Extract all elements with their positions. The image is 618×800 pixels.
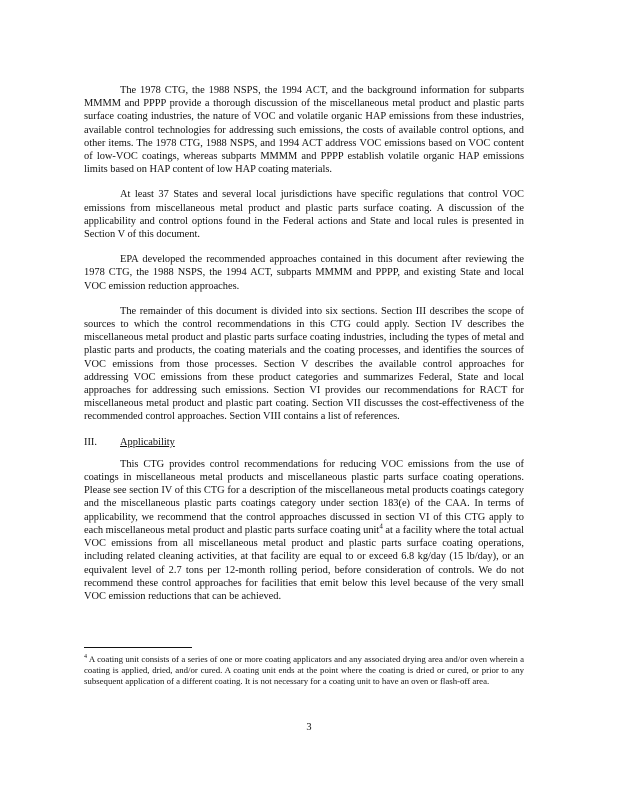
applicability-text-part2: at a facility where the total actual VOC emissions from all miscellaneous metal product and plastic parts surface coating operations, including related cleaning activities, at that facility are equal to or exceed 6.8 kg/day (15 lb/day), or an equivalent level of 2.7 tons per 12-month rolling period, before consideration of controls. We do not recommend these control approaches for facilities that emit below this level because of the very small VOC emission reductions that can be achieved.	[84, 524, 524, 602]
section-title: Applicability	[120, 436, 175, 448]
paragraph-epa-approach: EPA developed the recommended approaches contained in this document after reviewing the 1978 CTG, the 1988 NSPS, the 1994 ACT, subparts MMMM and PPPP, and existing State and local VOC emission reduction approaches.	[84, 254, 524, 292]
paragraph-state-regulations: At least 37 States and several local jurisdictions have specific regulations that control VOC emissions from miscellaneous metal product and plastic parts surface coating. A discussion of the applicability and control options found in the Federal actions and State and local rules is presented in Section V of this document.	[84, 189, 524, 241]
page-number: 3	[306, 722, 312, 733]
footnote-text: A coating unit consists of a series of one or more coating applicators and any associated drying area and/or oven wherein a coating is applied, dried, and/or cured. A coating unit ends at the point where the coating is dried or cured, or prior to any subsequent application of a different coating. It is not necessary for a coating unit to have an oven or flash-off area.	[84, 654, 525, 687]
applicability-text-part1: This CTG provides control recommendations for reducing VOC emissions from the use of coatings in miscellaneous metal products and miscellaneous plastic parts surface coating operations. Please see section IV of this CTG for a description of the miscellaneous metal products coatings category and the miscellaneous plastic parts coatings category under section 183(e) of the CAA. In terms of applicability, we recommend that the control approaches discussed in section VI of this CTG apply to each miscellaneous metal product and plastic parts surface coating unit	[84, 458, 524, 536]
paragraph-document-outline: The remainder of this document is divided into six sections. Section III describes the scope of sources to which the control recommendations in this CTG could apply. Section IV describes the miscellaneous metal product and plastic parts surface coating industries, including the types of metal and plastic parts and products, the coating materials and the coating processes, and identifies the sources of VOC emissions from those processes. Section V describes the available control approaches for addressing VOC emissions from these product categories and summarizes Federal, State and local approaches for addressing such emissions. Section VI provides our recommendations for RACT for miscellaneous metal product and plastic part coating. Section VII discusses the cost-effectiveness of the recommended control approaches. Section VIII contains a list of references.	[84, 305, 524, 423]
footnote-number: 4	[84, 654, 87, 661]
paragraph-background: The 1978 CTG, the 1988 NSPS, the 1994 ACT, and the background information for subparts MMMM and PPPP provide a thorough discussion of the miscellaneous metal product and plastic parts surface coating industries, the nature of VOC and volatile organic HAP emissions from these industries, available control technologies for addressing such emissions, the costs of available control options, and other items. The 1978 CTG, 1988 NSPS, and 1994 ACT address VOC emissions based on VOC content of low-VOC coatings, whereas subparts MMMM and PPPP establish volatile organic HAP emissions limits based on HAP content of low HAP coating materials.	[84, 85, 524, 176]
section-heading-applicability	[84, 436, 524, 449]
section-number: III.	[84, 436, 97, 448]
footnote	[84, 654, 524, 688]
footnote-separator	[84, 647, 192, 648]
footnote-reference[interactable]: 4	[379, 522, 383, 531]
paragraph-applicability	[84, 458, 524, 603]
page-body	[84, 84, 524, 615]
